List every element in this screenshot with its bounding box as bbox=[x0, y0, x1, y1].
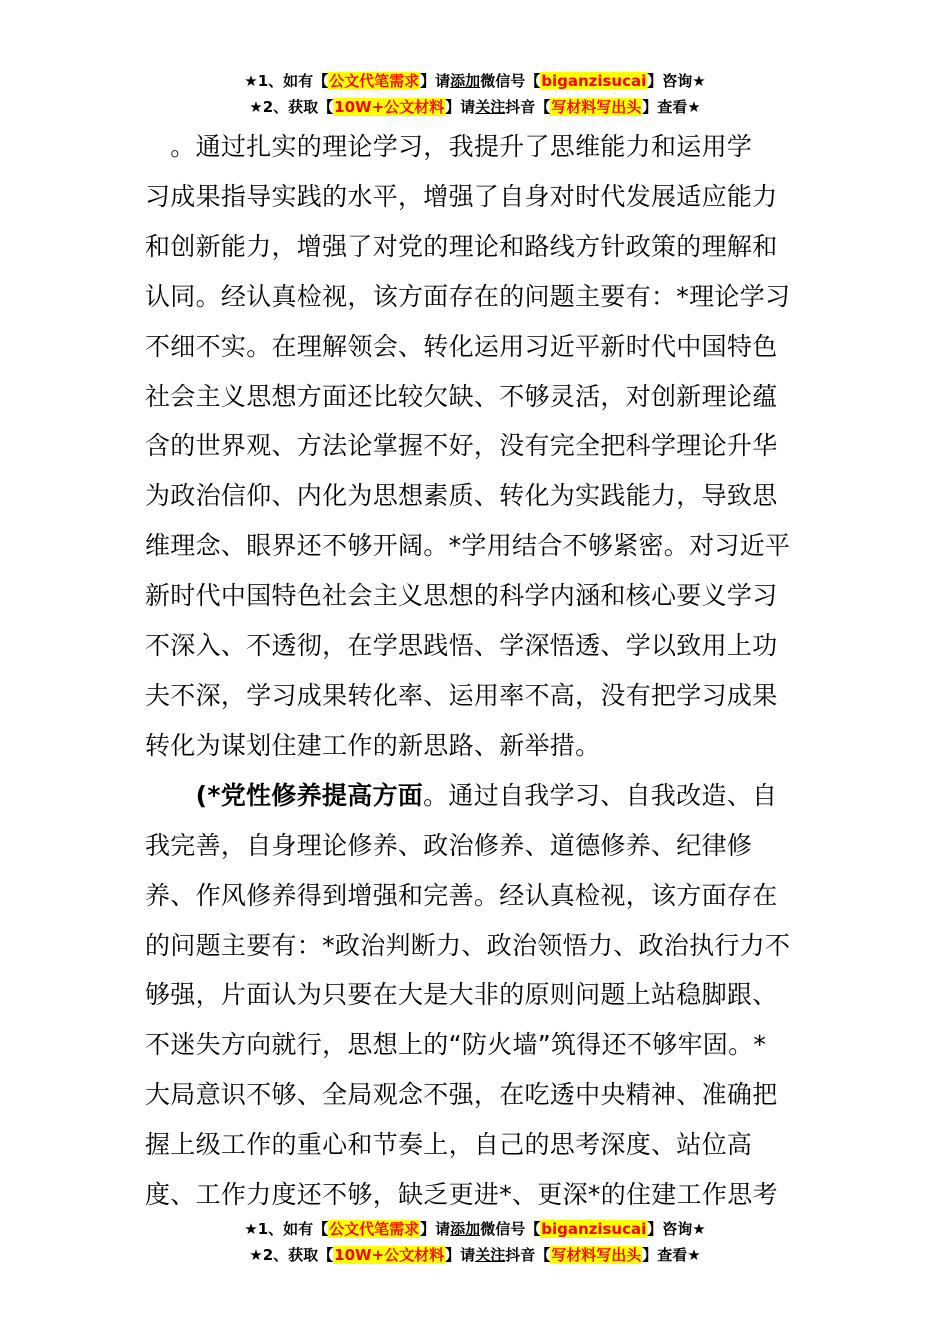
banner-text: 2、获取【 bbox=[262, 98, 334, 116]
body-line: 社会主义思想方面还比较欠缺、不够灵活，对创新理论蕴 bbox=[145, 381, 778, 411]
banner-text: 】请 bbox=[420, 1220, 451, 1238]
section-heading: (*党性修养提高方面 bbox=[145, 780, 424, 810]
banner-text: 抖音【 bbox=[505, 98, 551, 116]
highlight-service: 公文代笔需求 bbox=[329, 72, 420, 90]
body-line: 我完善，自身理论修养、政治修养、道德修养、纪律修 bbox=[145, 830, 753, 860]
body-line: 转化为谋划住建工作的新思路、新举措。 bbox=[145, 730, 601, 760]
body-line: 夫不深，学习成果转化率、运用率不高，没有把学习成果 bbox=[145, 680, 778, 710]
banner-text: 2、获取【 bbox=[262, 1246, 334, 1264]
body-line: 的问题主要有：*政治判断力、政治领悟力、政治执行力不 bbox=[145, 930, 791, 960]
banner-text: 】请 bbox=[445, 1246, 476, 1264]
underlined-text: 关注 bbox=[475, 1246, 506, 1264]
body-line: 不迷失方向就行，思想上的“防火墙”筑得还不够牢固。* bbox=[145, 1030, 767, 1060]
body-line: 习成果指导实践的水平，增强了自身对时代发展适应能力 bbox=[145, 181, 778, 211]
banner-line-1 bbox=[0, 1216, 950, 1242]
banner-text: 微信号【 bbox=[480, 72, 541, 90]
highlight-wechat-id: biganzisucai bbox=[541, 1220, 647, 1238]
star-icon: ★ bbox=[244, 72, 258, 90]
star-icon: ★ bbox=[687, 98, 701, 116]
banner-text: 抖音【 bbox=[505, 1246, 551, 1264]
body-line: 新时代中国特色社会主义思想的科学内涵和核心要义学习 bbox=[145, 581, 778, 611]
star-icon: ★ bbox=[692, 1220, 706, 1238]
highlight-service: 公文代笔需求 bbox=[329, 1220, 420, 1238]
banner-line-1 bbox=[0, 68, 950, 94]
underlined-text: 添加 bbox=[450, 72, 481, 90]
star-icon: ★ bbox=[249, 1246, 263, 1264]
banner-line-2 bbox=[0, 94, 950, 120]
body-line: 。通过扎实的理论学习，我提升了思维能力和运用学 bbox=[145, 132, 753, 161]
body-line: 含的世界观、方法论掌握不好，没有完全把科学理论升华 bbox=[145, 431, 778, 461]
underlined-text: 添加 bbox=[450, 1220, 481, 1238]
paragraph-2-first-line bbox=[145, 771, 813, 821]
body-line: 认同。经认真检视，该方面存在的问题主要有：*理论学习 bbox=[145, 281, 791, 311]
banner-text: 微信号【 bbox=[480, 1220, 541, 1238]
header-banner bbox=[0, 68, 950, 120]
star-icon: ★ bbox=[244, 1220, 258, 1238]
banner-text: 】咨询 bbox=[647, 1220, 693, 1238]
body-line: 大局意识不够、全局观念不强，在吃透中央精神、准确把 bbox=[145, 1080, 778, 1110]
highlight-wechat-id: biganzisucai bbox=[541, 72, 647, 90]
banner-text: 】请 bbox=[445, 98, 476, 116]
star-icon: ★ bbox=[687, 1246, 701, 1264]
banner-text: 】查看 bbox=[642, 1246, 688, 1264]
highlight-materials: 10W+公文材料 bbox=[334, 98, 445, 116]
body-line: 握上级工作的重心和节奏上，自己的思考深度、站位高 bbox=[145, 1130, 753, 1160]
star-icon: ★ bbox=[249, 98, 263, 116]
highlight-douyin-id: 写材料写出头 bbox=[551, 98, 642, 116]
body-line: 度、工作力度还不够，缺乏更进*、更深*的住建工作思考 bbox=[145, 1180, 778, 1210]
underlined-text: 关注 bbox=[475, 98, 506, 116]
banner-text: 1、如有【 bbox=[257, 72, 329, 90]
highlight-douyin-id: 写材料写出头 bbox=[551, 1246, 642, 1264]
body-line: 不细不实。在理解领会、转化运用习近平新时代中国特色 bbox=[145, 331, 778, 361]
banner-text: 】请 bbox=[420, 72, 451, 90]
banner-text: 】咨询 bbox=[647, 72, 693, 90]
star-icon: ★ bbox=[692, 72, 706, 90]
body-line: 和创新能力，增强了对党的理论和路线方针政策的理解和 bbox=[145, 231, 778, 261]
body-line: 养、作风修养得到增强和完善。经认真检视，该方面存在 bbox=[145, 880, 778, 910]
body-line: 不深入、不透彻，在学思践悟、学深悟透、学以致用上功 bbox=[145, 631, 778, 661]
banner-line-2 bbox=[0, 1242, 950, 1268]
footer-banner bbox=[0, 1216, 950, 1268]
body-line: 维理念、眼界还不够开阔。*学用结合不够紧密。对习近平 bbox=[145, 531, 791, 561]
body-line: 为政治信仰、内化为思想素质、转化为实践能力，导致思 bbox=[145, 481, 778, 511]
highlight-materials: 10W+公文材料 bbox=[334, 1246, 445, 1264]
banner-text: 1、如有【 bbox=[257, 1220, 329, 1238]
body-text: 。通过自我学习、自我改造、自 bbox=[423, 780, 778, 810]
body-line: 够强，片面认为只要在大是大非的原则问题上站稳脚跟、 bbox=[145, 980, 778, 1010]
document-body bbox=[145, 122, 813, 1220]
banner-text: 】查看 bbox=[642, 98, 688, 116]
